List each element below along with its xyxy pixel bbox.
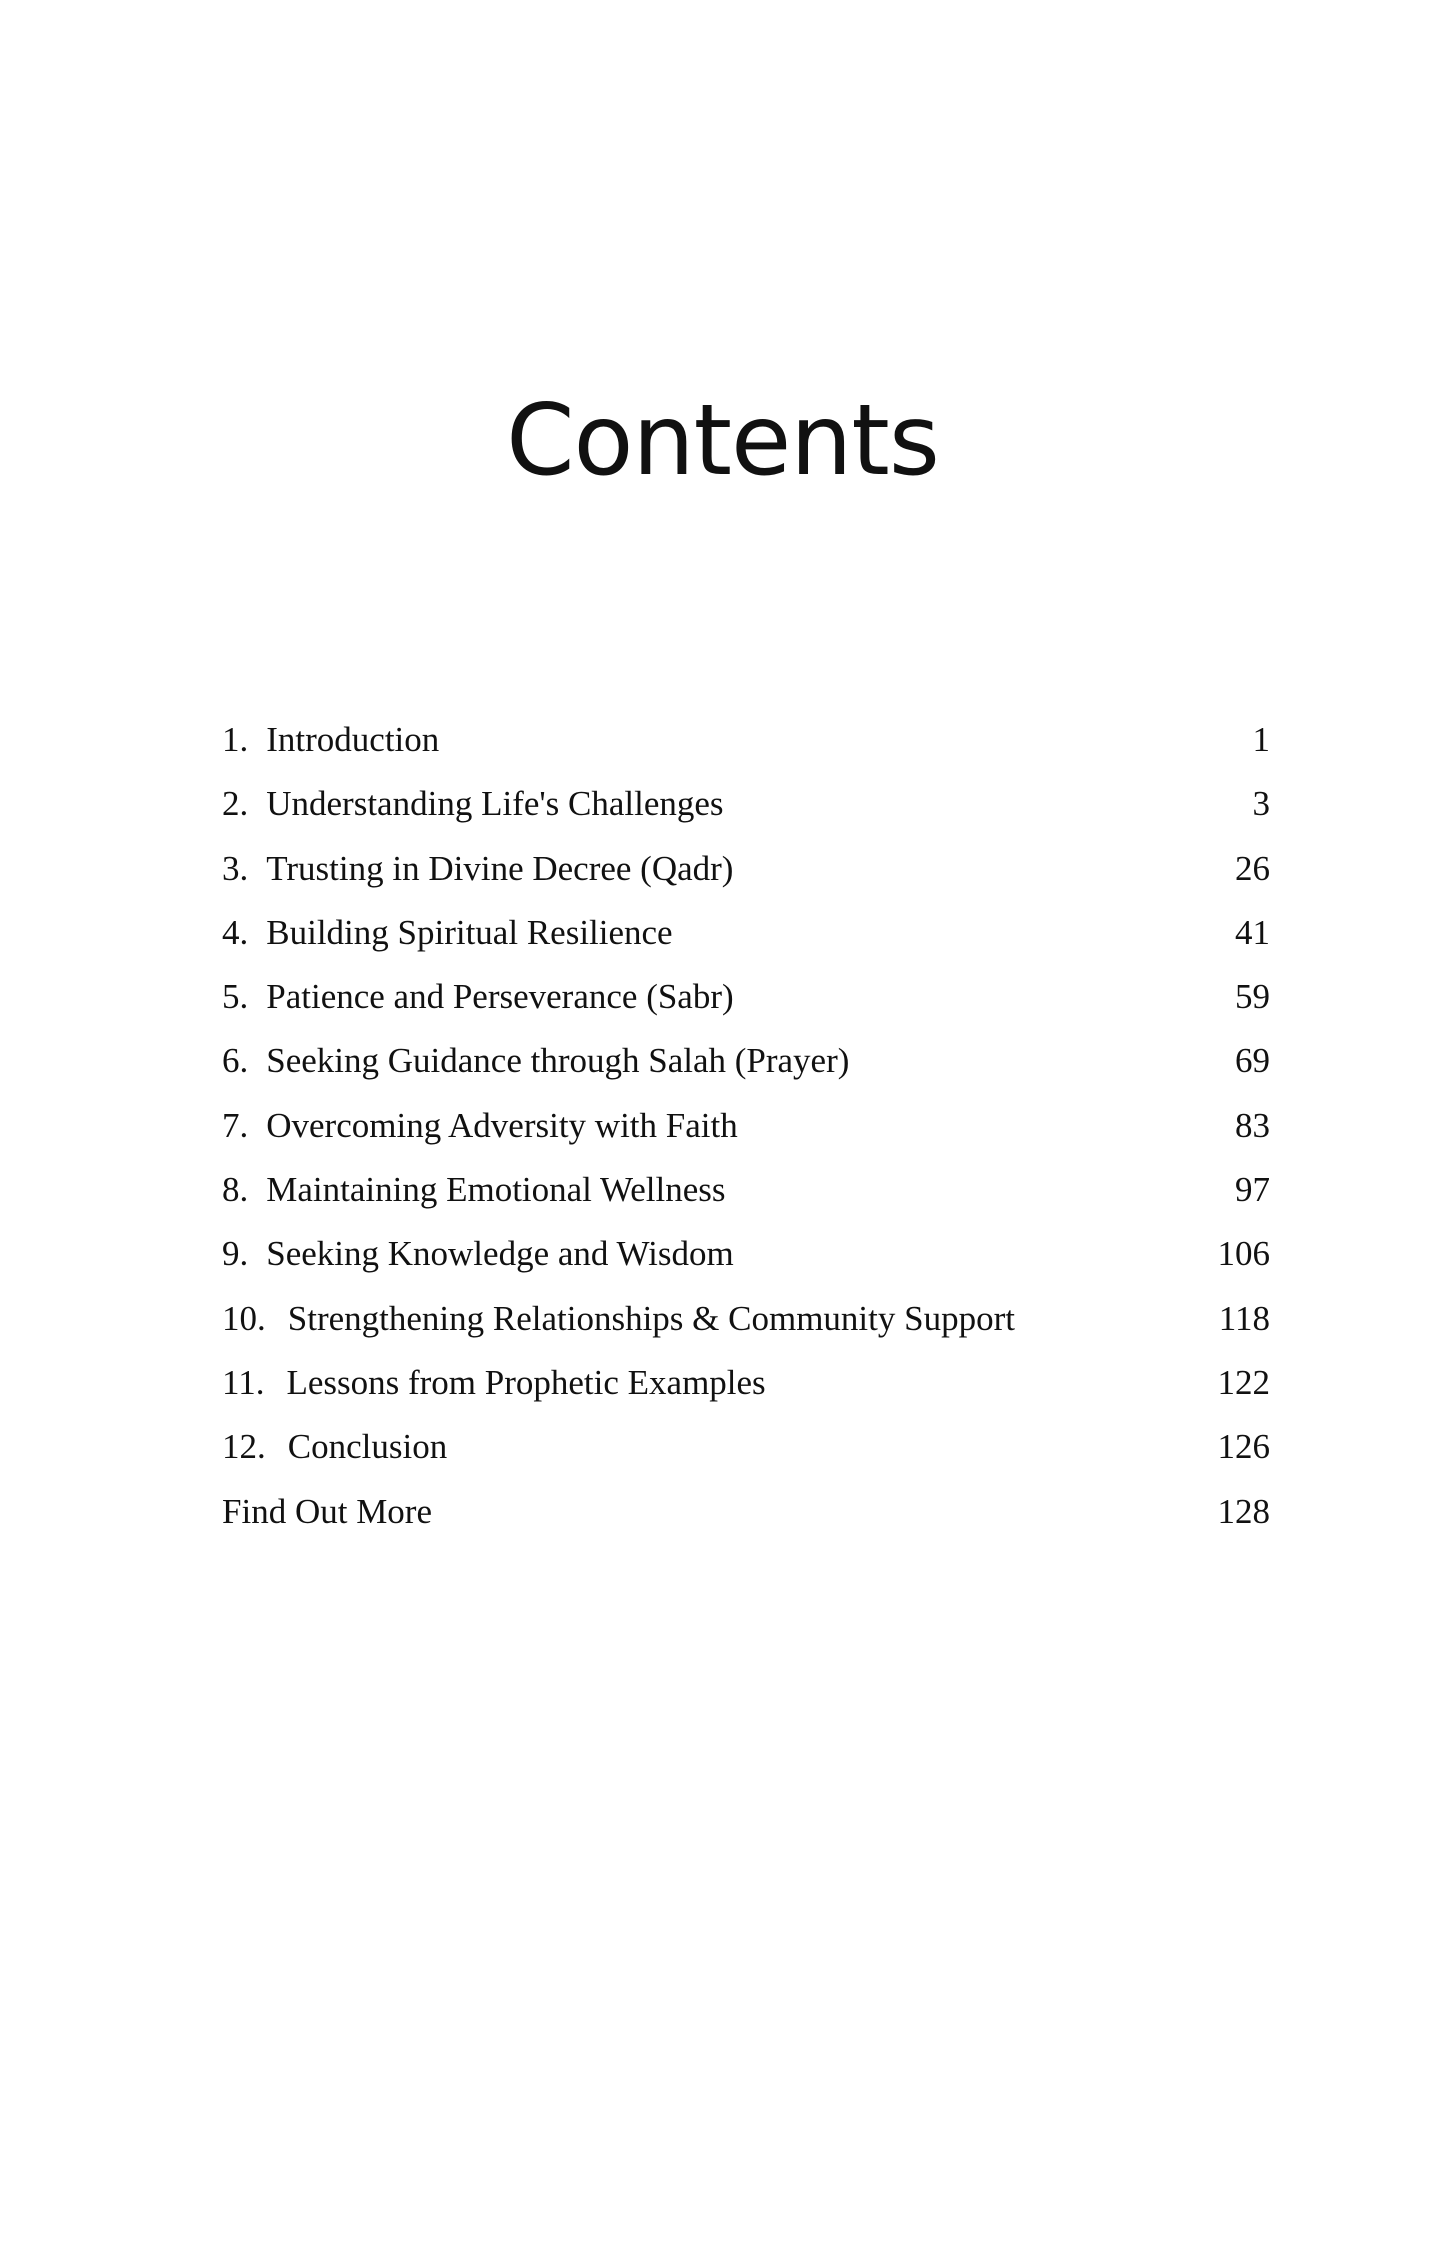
toc-entry-number: 10.: [222, 1298, 266, 1338]
toc-entry-page: 122: [1217, 1362, 1270, 1402]
toc-entry-title: Seeking Guidance through Salah (Prayer): [266, 1041, 850, 1081]
toc-entry-title: Building Spiritual Resilience: [266, 912, 673, 952]
toc-entry-seeking-guidance-through-salah[interactable]: [222, 1029, 1270, 1093]
table-of-contents: [222, 708, 1270, 1544]
toc-entry-page: 126: [1217, 1427, 1270, 1467]
toc-entry-page: 83: [1235, 1105, 1270, 1145]
toc-entry-title: Maintaining Emotional Wellness: [266, 1170, 726, 1210]
toc-entry-page: 106: [1217, 1234, 1270, 1274]
toc-entry-title: Overcoming Adversity with Faith: [266, 1105, 738, 1145]
toc-entry-number: 8.: [222, 1170, 249, 1210]
toc-entry-maintaining-emotional-wellness[interactable]: [222, 1158, 1270, 1222]
toc-entry-title: Lessons from Prophetic Examples: [286, 1362, 766, 1402]
toc-entry-page: 69: [1235, 1041, 1270, 1081]
toc-entry-number: 4.: [222, 912, 249, 952]
page-title: Contents: [506, 384, 939, 498]
toc-entry-seeking-knowledge-and-wisdom[interactable]: [222, 1222, 1270, 1286]
toc-entry-page: 118: [1218, 1298, 1270, 1338]
toc-entry-title: Patience and Perseverance (Sabr): [266, 977, 734, 1017]
toc-entry-number: 7.: [222, 1105, 249, 1145]
toc-entry-overcoming-adversity[interactable]: [222, 1094, 1270, 1158]
toc-entry-number: 9.: [222, 1234, 249, 1274]
toc-entry-conclusion[interactable]: [222, 1415, 1270, 1479]
toc-entry-number: 2.: [222, 784, 249, 824]
toc-entry-strengthening-relationships[interactable]: [222, 1287, 1270, 1351]
toc-entry-page: 59: [1235, 977, 1270, 1017]
toc-entry-building-spiritual-resilience[interactable]: [222, 901, 1270, 965]
toc-entry-introduction[interactable]: [222, 708, 1270, 772]
toc-entry-find-out-more[interactable]: [222, 1480, 1270, 1544]
toc-entry-page: 1: [1252, 720, 1270, 759]
toc-entry-page: 41: [1235, 912, 1270, 952]
toc-entry-number: 3.: [222, 848, 249, 888]
toc-entry-number: 6.: [222, 1041, 249, 1081]
toc-entry-trusting-in-divine-decree[interactable]: [222, 837, 1270, 901]
toc-entry-lessons-from-prophetic-examples[interactable]: [222, 1351, 1270, 1415]
toc-entry-page: 97: [1235, 1170, 1270, 1210]
toc-entry-page: 3: [1252, 784, 1270, 824]
toc-entry-title: Understanding Life's Challenges: [266, 784, 724, 824]
toc-entry-number: 11.: [222, 1362, 265, 1402]
toc-entry-number: 12.: [222, 1427, 266, 1467]
toc-entry-title: Seeking Knowledge and Wisdom: [266, 1234, 734, 1274]
toc-entry-page: 26: [1235, 848, 1270, 888]
toc-entry-page: 128: [1217, 1491, 1270, 1531]
toc-entry-title: Conclusion: [287, 1427, 448, 1467]
toc-entry-number: 5.: [222, 977, 249, 1017]
toc-entry-patience-and-perseverance[interactable]: [222, 965, 1270, 1029]
toc-entry-title: Introduction: [266, 720, 440, 759]
toc-entry-title: Trusting in Divine Decree (Qadr): [266, 848, 734, 888]
toc-entry-title: Find Out More: [222, 1491, 432, 1531]
toc-entry-understanding-lifes-challenges[interactable]: [222, 772, 1270, 836]
toc-entry-number: 1.: [222, 720, 249, 759]
toc-entry-title: Strengthening Relationships & Community Support: [287, 1298, 1015, 1338]
